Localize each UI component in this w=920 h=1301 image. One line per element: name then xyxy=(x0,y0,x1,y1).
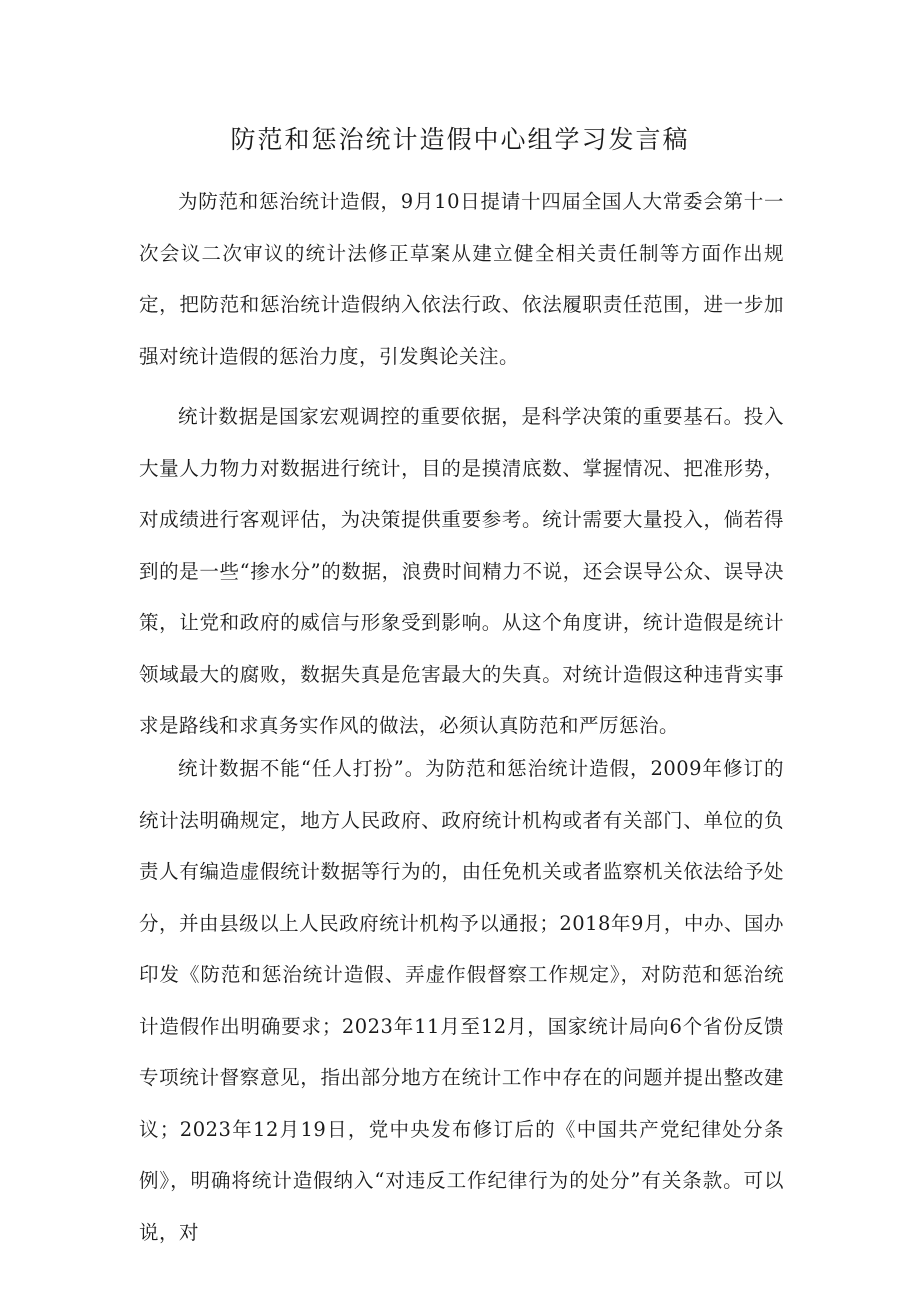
paragraph-1: 为防范和惩治统计造假，9月10日提请十四届全国人大常委会第十一次会议二次审议的统计法修正草案从建立健全相关责任制等方面作出规定，把防范和惩治统计造假纳入依法行政、依法履职责任范围，进一步加强对统计造假的惩治力度，引发舆论关注。 xyxy=(139,190,784,368)
paragraph-3: 统计数据不能“任人打扮”。为防范和惩治统计造假，2009年修订的统计法明确规定，地方人民政府、政府统计机构或者有关部门、单位的负责人有编造虚假统计数据等行为的，由任免机关或者监察机关依法给予处分，并由县级以上人民政府统计机构予以通报；2018年9月，中办、国办印发《防范和惩治统计造假、弄虚作假督察工作规定》，对防范和惩治统计造假作出明确要求；2023年11月至12月，国家统计局向6个省份反馈专项统计督察意见，指出部分地方在统计工作中存在的问题并提出整改建议；2023年12月19日，党中央发布修订后的《中国共产党纪律处分条例》，明确将统计造假纳入“对违反工作纪律行为的处分”有关条款。可以说，对 xyxy=(139,757,784,1244)
document-title: 防范和惩治统计造假中心组学习发言稿 xyxy=(230,125,690,154)
paragraph-2: 统计数据是国家宏观调控的重要依据，是科学决策的重要基石。投入大量人力物力对数据进行统计，目的是摸清底数、掌握情况、把准形势，对成绩进行客观评估，为决策提供重要参考。统计需要大量投入，倘若得到的是一些“掺水分”的数据，浪费时间精力不说，还会误导公众、误导决策，让党和政府的威信与形象受到影响。从这个角度讲，统计造假是统计领域最大的腐败，数据失真是危害最大的失真。对统计造假这种违背实事求是路线和求真务实作风的做法，必须认真防范和严厉惩治。 xyxy=(139,405,784,737)
